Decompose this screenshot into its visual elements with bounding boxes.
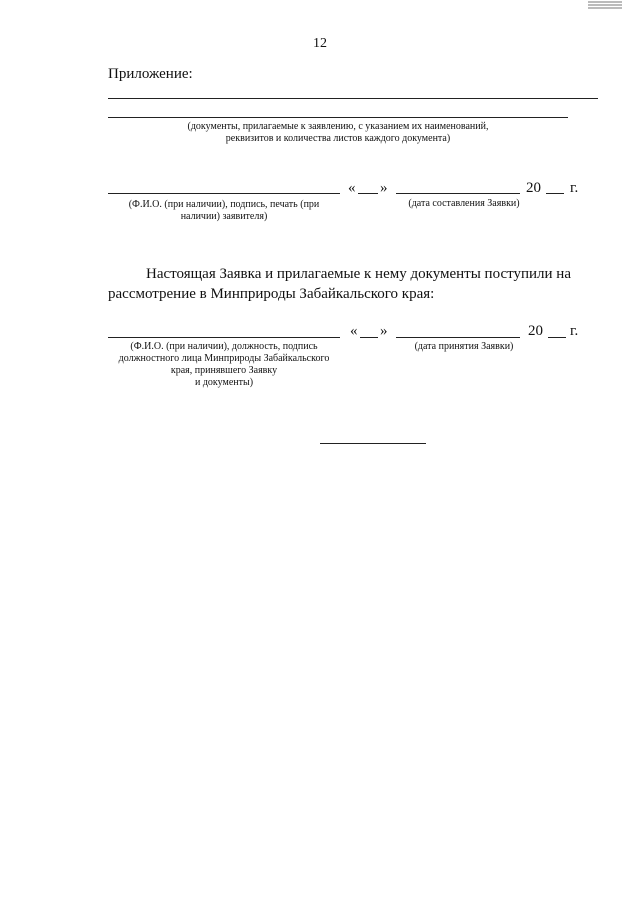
acceptance-date-quote-open: « <box>350 323 358 339</box>
appendix-caption-line-2: реквизитов и количества листов каждого документа) <box>225 133 451 144</box>
acceptance-year-suffix: г. <box>570 323 579 339</box>
applicant-signature-caption-line-1: (Ф.И.О. (при наличии), подпись, печать (при <box>128 199 320 210</box>
statement-line-1-text: Настоящая Заявка и прилагаемые к нему документы поступили на <box>146 266 571 282</box>
acceptance-date-quote-close: » <box>380 323 388 339</box>
appendix-fill-line-1 <box>108 98 598 99</box>
statement-line-2: рассмотрение в Минприроды Забайкальского края: <box>108 286 435 302</box>
end-separator-line <box>320 443 426 444</box>
acceptance-year-prefix: 20 <box>528 323 543 339</box>
page-number: 12 <box>313 36 327 51</box>
acceptance-month-line <box>396 337 520 338</box>
acceptance-day-line <box>360 337 378 338</box>
official-caption-line-3: края, принявшего Заявку <box>170 365 278 376</box>
applicant-month-line <box>396 193 520 194</box>
official-signature-caption <box>108 341 340 389</box>
applicant-year-prefix: 20 <box>526 180 541 196</box>
applicant-date-quote-close: » <box>380 180 388 196</box>
applicant-date-caption: (дата составления Заявки) <box>408 198 520 209</box>
applicant-day-line <box>358 193 378 194</box>
official-caption-line-1: (Ф.И.О. (при наличии), должность, подпись <box>130 341 318 352</box>
scan-corner-mark <box>588 0 622 12</box>
acceptance-date-caption: (дата принятия Заявки) <box>414 341 514 352</box>
statement-line-1 <box>108 264 600 284</box>
applicant-year-line <box>546 193 564 194</box>
official-caption-line-4: и документы) <box>194 377 254 388</box>
appendix-caption <box>108 121 568 145</box>
applicant-signature-caption-line-2: наличии) заявителя) <box>180 211 268 222</box>
applicant-year-suffix: г. <box>570 180 579 196</box>
applicant-signature-caption <box>108 199 340 223</box>
applicant-signature-line <box>108 193 340 194</box>
official-signature-line <box>108 337 340 338</box>
applicant-date-quote-open: « <box>348 180 356 196</box>
appendix-caption-line-1: (документы, прилагаемые к заявлению, с указанием их наименований, <box>187 121 489 132</box>
appendix-heading: Приложение: <box>108 66 193 82</box>
acceptance-year-line <box>548 337 566 338</box>
appendix-fill-line-2 <box>108 117 568 118</box>
official-caption-line-2: должностного лица Минприроды Забайкальского <box>118 353 330 364</box>
